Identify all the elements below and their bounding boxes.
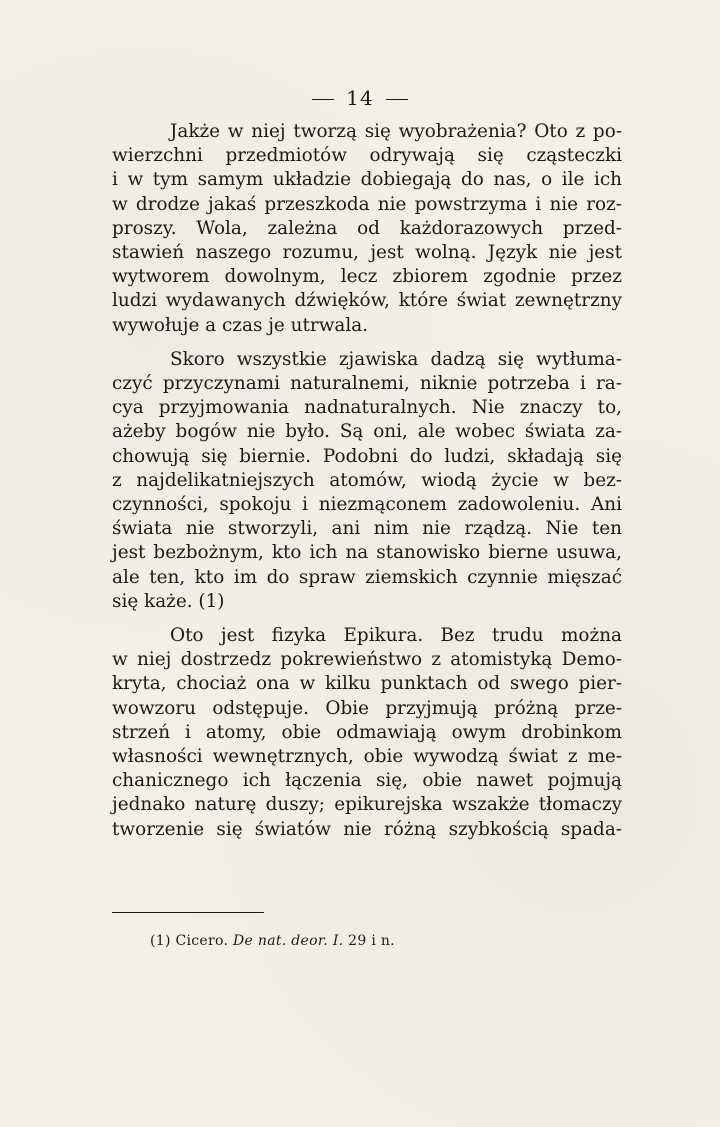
text-line: Skoro wszystkie zjawiska dadzą się wytłuma- [170,348,622,370]
footnote-pages: 29 i n. [348,933,395,949]
text-line: czynności, spokoju i niezmąconem zadowoleniu. Ani [112,494,622,516]
text-line: ażeby bogów nie było. Są oni, ale wobec świata za- [112,421,622,443]
text-line: ale ten, kto im do spraw ziemskich czynnie mięszać [112,566,622,588]
text-line: ludzi wydawanych dźwięków, które świat zewnętrzny [112,290,622,312]
body-text [112,120,622,852]
paragraph-1 [112,120,622,338]
text-line: Oto jest fizyka Epikura. Bez trudu można [170,625,622,647]
text-line: świata nie stworzyli, ani nim nie rządzą. Nie ten [112,518,622,540]
text-line: cya przyjmowania nadnaturalnych. Nie znaczy to, [112,397,622,419]
right-dash [386,99,408,100]
text-line: się każe. (1) [112,590,225,612]
text-line: strzeń i atomy, obie odmawiają owym drobinkom [112,721,622,743]
text-line: wierzchni przedmiotów odrywają się cząsteczki [112,145,622,167]
text-line: w niej dostrzedz pokrewieństwo z atomistyką Demo- [112,649,622,671]
footnote [150,933,395,949]
text-line: chowują się biernie. Podobni do ludzi, składają się [112,445,622,467]
text-line: jest bezbożnym, kto ich na stanowisko bierne usuwa, [112,542,622,564]
text-line: jednako naturę duszy; epikurejska wszakże tłomaczy [112,794,622,816]
footnote-marker: (1) [150,933,171,949]
text-line: własności wewnętrznych, obie wywodzą świat z me- [112,746,622,768]
text-line: i w tym samym układzie dobiegają do nas, o ile ich [112,169,622,191]
text-line: Jakże w niej tworzą się wyobrażenia? Oto z po- [170,121,622,142]
footnote-rule [112,912,264,913]
page-number-text: 14 [346,86,374,110]
text-line: wytworem dowolnym, lecz zbiorem zgodnie przez [112,266,622,288]
text-line: chanicznego ich łączenia się, obie nawet pojmują [112,770,622,792]
text-line: proszy. Wola, zależna od każdorazowych przed- [112,217,622,239]
text-line: z najdelikatniejszych atomów, wiodą życie w bez- [112,469,622,491]
paragraph-2 [112,348,622,614]
text-line: wywołuje a czas je utrwala. [112,314,369,336]
footnote-author: Cicero. [175,933,229,949]
paragraph-3 [112,624,622,842]
text-line: czyć przyczynami naturalnemi, niknie potrzeba i ra- [112,373,622,395]
text-line: stawień naszego rozumu, jest wolną. Język nie jest [112,242,622,264]
footnote-title: De nat. deor. [233,933,329,949]
text-line: tworzenie się światów nie różną szybkością spada- [112,818,622,840]
text-line: kryta, chociaż ona w kilku punktach od swego pier- [112,673,622,695]
text-line: w drodze jakaś przeszkoda nie powstrzyma i nie roz- [112,193,622,215]
left-dash [312,99,334,100]
page-number [0,86,720,110]
text-line: wowzoru odstępuje. Obie przyjmują próżną prze- [112,697,622,719]
footnote-locator: I. [332,933,344,949]
